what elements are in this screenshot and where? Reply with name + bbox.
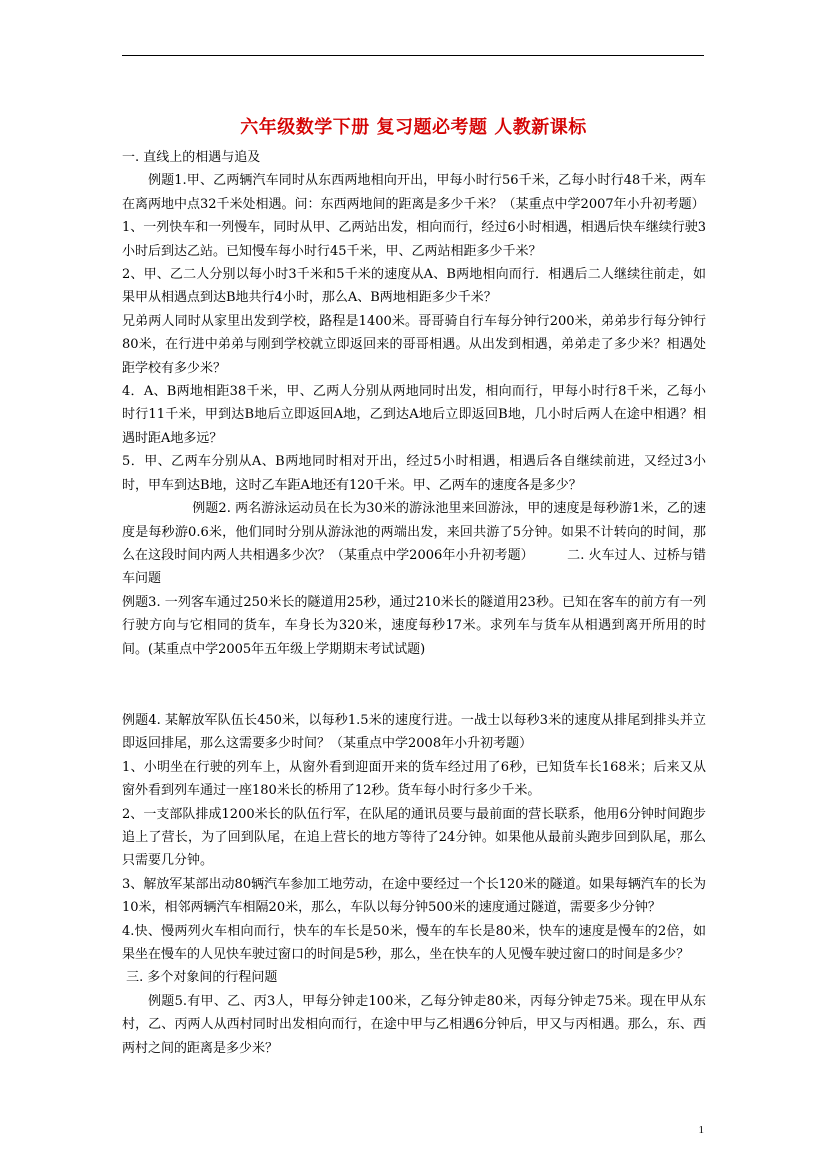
example-4: 例题4. 某解放军队伍长450米，以每秒1.5米的速度行进。一战士以每秒3米的速度从排尾到排头并立即返回排尾，那么这需要多少时间？（某重点中学2008年小升初考题） [122,712,706,752]
train-question-3: 3、解放军某部出动80辆汽车参加工地劳动，在途中要经过一个长120米的隧道。如果每辆汽车的长为10米，相邻两辆汽车相隔20米，那么，车队以每分钟500米的速度通过隧道，需要多少分钟？ [122,876,706,916]
question-5: 5．甲、乙两车分别从A、B两地同时相对开出，经过5小时相遇，相遇后各自继续前进，又经过3小时，甲车到达B地，这时乙车距A地还有120千米。甲、乙两车的速度各是多少？ [122,454,706,493]
train-question-1: 1、小明坐在行驶的列车上，从窗外看到迎面开来的货车经过用了6秒，已知货车长168米；后来又从窗外看到列车通过一座180米长的桥用了12秒。货车每小时行多少千米。 [122,759,706,799]
train-question-2: 2、一支部队排成1200米长的队伍行军，在队尾的通讯员要与最前面的营长联系，他用6分钟时间跑步追上了营长，为了回到队尾，在追上营长的地方等待了24分钟。如果他从最前头跑步回到队尾，那么只需要几分钟。 [122,806,706,869]
example-1: 例题1.甲、乙两辆汽车同时从东西两地相向开出，甲每小时行56千米，乙每小时行48千米，两车在离两地中点32千米处相遇。问：东西两地间的距离是多少千米？（某重点中学2007年小升初考题） [122,173,706,212]
question-1: 1、一列快车和一列慢车，同时从甲、乙两站出发，相向而行，经过6小时相遇，相遇后快车继续行驶3小时后到达乙站。已知慢车每小时行45千米，甲、乙两站相距多少千米？ [122,220,706,259]
question-2: 2、甲、乙二人分别以每小时3千米和5千米的速度从A、B两地相向而行．相遇后二人继续往前走，如果甲从相遇点到达B地共行4小时，那么A、B两地相距多少千米？ [122,267,706,306]
page-title: 六年级数学下册 复习题必考题 人教新课标 [240,117,587,138]
blank-gap [122,661,706,709]
question-3: 兄弟两人同时从家里出发到学校，路程是1400米。哥哥骑自行车每分钟行200米，弟弟步行每分钟行80米，在行进中弟弟与刚到学校就立即返回来的哥哥相遇。从出发到相遇，弟弟走了多少米？相遇处距学校有多少米？ [122,313,706,376]
page-number: 1 [698,1124,704,1136]
document-body [122,146,706,1060]
train-question-4: 4.快、慢两列火车相向而行，快车的车长是50米，慢车的车长是80米，快车的速度是慢车的2倍，如果坐在慢车的人见快车驶过窗口的时间是5秒，那么，坐在快车的人见慢车驶过窗口的时间是多少？ [122,923,706,962]
section-heading-1: 一. 直线上的相遇与追及 [122,150,261,165]
example-3: 例题3. 一列客车通过250米长的隧道用25秒，通过210米长的隧道用23秒。已知在客车的前方有一列行驶方向与它相同的货车，车身长为320米，速度每秒17米。求列车与货车从相遇到离开所用的时间。(某重点中学2005年五年级上学期期末考试试题) [122,594,706,657]
header-rule [122,55,704,56]
example-2: 例题2. 两名游泳运动员在长为30米的游泳池里来回游泳，甲的速度是每秒游1米，乙的速度是每秒游0.6米，他们同时分别从游泳池的两端出发，来回共游了5分钟。如果不计转向的时间，那么在这段时间内两人共相遇多少次？（某重点中学2006年小升初考题） 二. 火车过人、过桥与错车问题 [122,501,706,587]
example-5: 例题5.有甲、乙、丙3人，甲每分钟走100米，乙每分钟走80米，丙每分钟走75米。现在甲从东村，乙、丙两人从西村同时出发相向而行，在途中甲与乙相遇6分钟后，甲又与丙相遇。那么，东、西两村之间的距离是多少米？ [122,993,706,1056]
question-4: 4．A、B两地相距38千米，甲、乙两人分别从两地同时出发，相向而行，甲每小时行8千米，乙每小时行11千米，甲到达B地后立即返回A地，乙到达A地后立即返回B地，几小时后两人在途中相遇？相遇时距A地多远？ [122,384,706,446]
section-heading-3: 三. 多个对象间的行程问题 [122,970,278,986]
